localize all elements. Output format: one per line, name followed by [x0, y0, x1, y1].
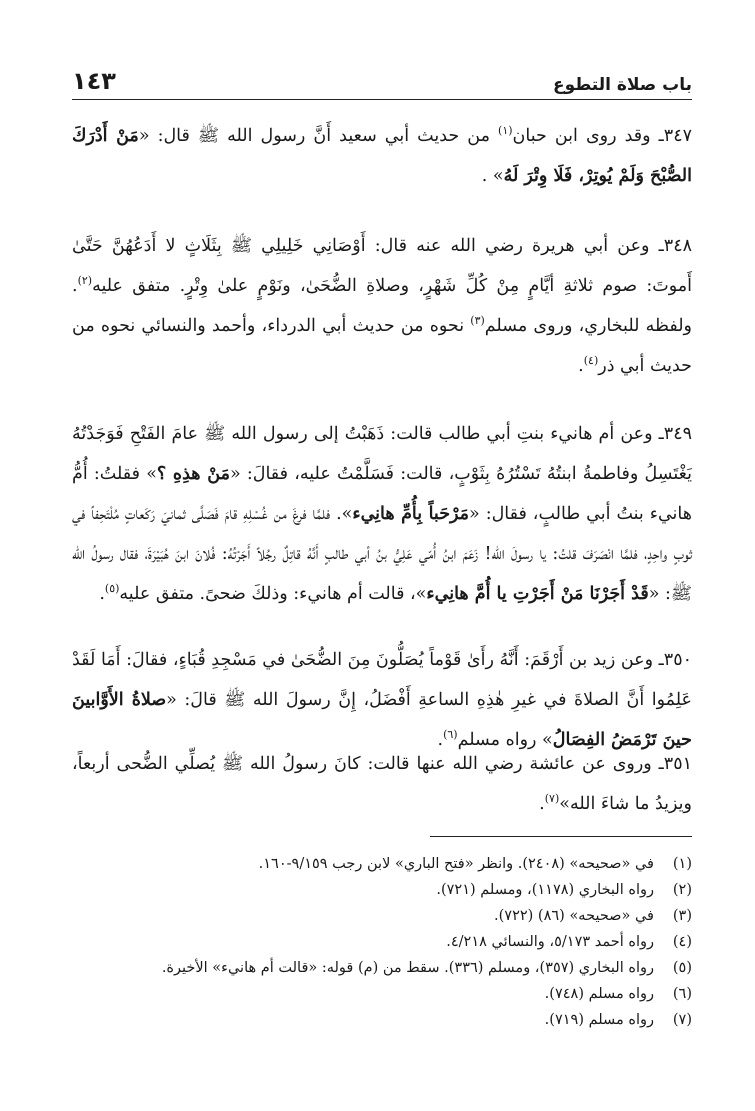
- footnote-text: رواه البخاري (٣٥٧)، ومسلم (٣٣٦). سقط من (م) قوله: «قالت أم هانيء» الأخيرة.: [161, 960, 654, 976]
- footnote-ref[interactable]: (٦): [443, 728, 458, 742]
- footnote-number: (١): [672, 856, 692, 872]
- footnote-number: (٤): [672, 934, 692, 950]
- hadith-351: [72, 744, 692, 824]
- footnote-item: [72, 955, 692, 981]
- hadith-text: .: [99, 584, 105, 604]
- footnote-item: [72, 1007, 692, 1033]
- footnote-number: (٧): [672, 1012, 692, 1028]
- footnote-item: [72, 877, 692, 903]
- footnote-item: [72, 903, 692, 929]
- footnote-item: [72, 981, 692, 1007]
- footnote-item: [72, 929, 692, 955]
- prophetic-quote: قَدْ أَجَرْنَا مَنْ أَجَرْتِ يا أُمَّ هانِيء: [426, 584, 649, 604]
- hadith-number: ٣٤٧ـ: [658, 126, 692, 146]
- prophetic-quote: مَنْ أَدْرَكَ الصُّبْحَ وَلَمْ يُوتِرْ، فَلَا وِتْرَ لَهُ: [72, 126, 692, 186]
- hadith-number: ٣٤٨ـ: [658, 236, 692, 256]
- hadith-text: وقد روى ابن حبان: [512, 126, 659, 146]
- hadith-text: .: [539, 794, 545, 814]
- footnote-text: في «صحيحه» (٨٦) (٧٢٢).: [494, 908, 654, 924]
- prophetic-quote: مَرْحَباً بِأُمِّ هانِيء: [352, 504, 470, 524]
- footnote-ref[interactable]: (٣): [470, 314, 485, 328]
- hadith-348: [72, 226, 692, 386]
- prophetic-quote: مَنْ هذِهِ ؟: [156, 464, 230, 484]
- hadith-text: من حديث أبي سعيد أَنَّ رسول الله ﷺ قال: «: [138, 126, 499, 146]
- chapter-title: باب صلاة التطوع: [552, 75, 692, 95]
- footnote-ref[interactable]: (٤): [583, 354, 599, 368]
- footnote-text: رواه أحمد ٥/١٧٣، والنسائي ٤/٢١٨.: [446, 934, 654, 950]
- hadith-text: وعن أبي هريرة رضي الله عنه قال: أَوْصَانِي خَلِيلِي ﷺ بِثَلَاثٍ لا أَدَعُهُنَّ حَتَّىٰ أَموتَ: صوم ثلاثةِ أيَّامٍ مِنْ كُلِّ شَهْرٍ، وصلاةِ الضُّحَىٰ، ونَوْمٍ علىٰ وِتْرٍ. متفق عليه: [72, 236, 692, 296]
- hadith-text: وروى عن عائشة رضي الله عنها قالت: كانَ رسولُ الله ﷺ يُصلِّي الضُّحى أربعاً، ويزيدُ ما شاءَ الله»: [72, 754, 692, 814]
- footnote-ref[interactable]: (٥): [104, 582, 120, 596]
- hadith-text: وعن أم هانيء بنتِ أبي طالب قالت: ذَهَبْتُ إلى رسول الله ﷺ عامَ الفَتْحِ فَوَجَدْتُهُ يَغْتَسِلُ وفاطمةُ ابنتُهُ تَسْتُرُهُ بِثَوْبٍ، قالت: فَسَلَّمْتُ عليه، فقالَ: «: [72, 424, 692, 484]
- hadith-text: نحوه من حديث أبي الدرداء، وأحمد والنسائي نحوه من حديث أبي ذر: [72, 316, 692, 376]
- footnote-item: [72, 851, 692, 877]
- prophetic-quote: صلاةُ الأَوَّابينَ حينَ تَرْمَضُ الفِصَالُ: [72, 690, 692, 750]
- footnote-ref[interactable]: (٧): [544, 792, 560, 806]
- hadith-text: » .: [481, 166, 504, 186]
- hadith-347: [72, 116, 692, 196]
- hadith-number: ٣٥١ـ: [658, 754, 692, 774]
- footnotes: [72, 836, 692, 1033]
- hadith-number: ٣٥٠ـ: [658, 650, 692, 670]
- footnote-ref[interactable]: (١): [498, 124, 513, 138]
- hadith-text: وعن زيد بن أَرْقَمَ: أَنَّهُ رأَىٰ قَوْماً يُصَلُّونَ مِنَ الضُّحَىٰ في مَسْجِدِ قُبَاءٍ، فقالَ: أَمَا لَقَدْ عَلِمُوا أَنَّ الصلاةَ في غيرِ هٰذِهِ الساعةِ أَفْضَلُ، إِنَّ رسولَ الله ﷺ قالَ: «: [72, 650, 692, 710]
- footnote-text: رواه مسلم (٧١٩).: [544, 1012, 654, 1028]
- hadith-text: » فقلتُ: أُمُّ هانيء بنتُ أبي طالبٍ، فقال: «: [72, 464, 692, 524]
- book-page: [72, 58, 692, 1058]
- footnote-number: (٣): [672, 908, 692, 924]
- hadith-text: .: [578, 356, 584, 376]
- hadith-text: » رواه مسلم: [457, 730, 553, 750]
- footnote-divider: [430, 836, 692, 837]
- hadith-text: ». فلمَّا فرغَ من غُسْلِهِ قامَ فَصَلَّى ثمانيَ رَكَعاتٍ مُلْتَحِفاً في ثوبٍ واحِدٍ، فلمَّا انْصَرَفَ قلتُ: يا رسولَ الله! زَعَمَ ابنُ أُمّي عَلِيُّ بنُ أبي طالبٍ أَنَّهُ قاتِلٌ رجُلاً أَجَرْتُهُ: فُلانَ ابنَ هُبَيْرَةَ، فقال رسولُ الله ﷺ: «: [72, 504, 692, 604]
- hadith-text: .: [437, 730, 444, 750]
- footnote-number: (٢): [672, 882, 692, 898]
- hadith-number: ٣٤٩ـ: [658, 424, 692, 444]
- hadith-350: [72, 640, 692, 760]
- footnote-text: رواه مسلم (٧٤٨).: [544, 986, 654, 1002]
- footnote-number: (٦): [672, 986, 692, 1002]
- footnote-text: في «صحيحه» (٢٤٠٨). وانظر «فتح الباري» لابن رجب ٩/١٥٩-١٦٠.: [258, 856, 654, 872]
- footnote-number: (٥): [672, 960, 692, 976]
- page-header: [72, 58, 692, 100]
- hadith-text: . ولفظه للبخاري، وروى مسلم: [72, 276, 692, 336]
- hadith-349: [72, 414, 692, 614]
- hadith-text: »، قالت أم هانيء: وذلكَ ضحىً. متفق عليه: [119, 584, 427, 604]
- footnote-text: رواه البخاري (١١٧٨)، ومسلم (٧٢١).: [436, 882, 654, 898]
- footnote-ref[interactable]: (٢): [77, 274, 93, 288]
- page-number: ١٤٣: [72, 67, 116, 95]
